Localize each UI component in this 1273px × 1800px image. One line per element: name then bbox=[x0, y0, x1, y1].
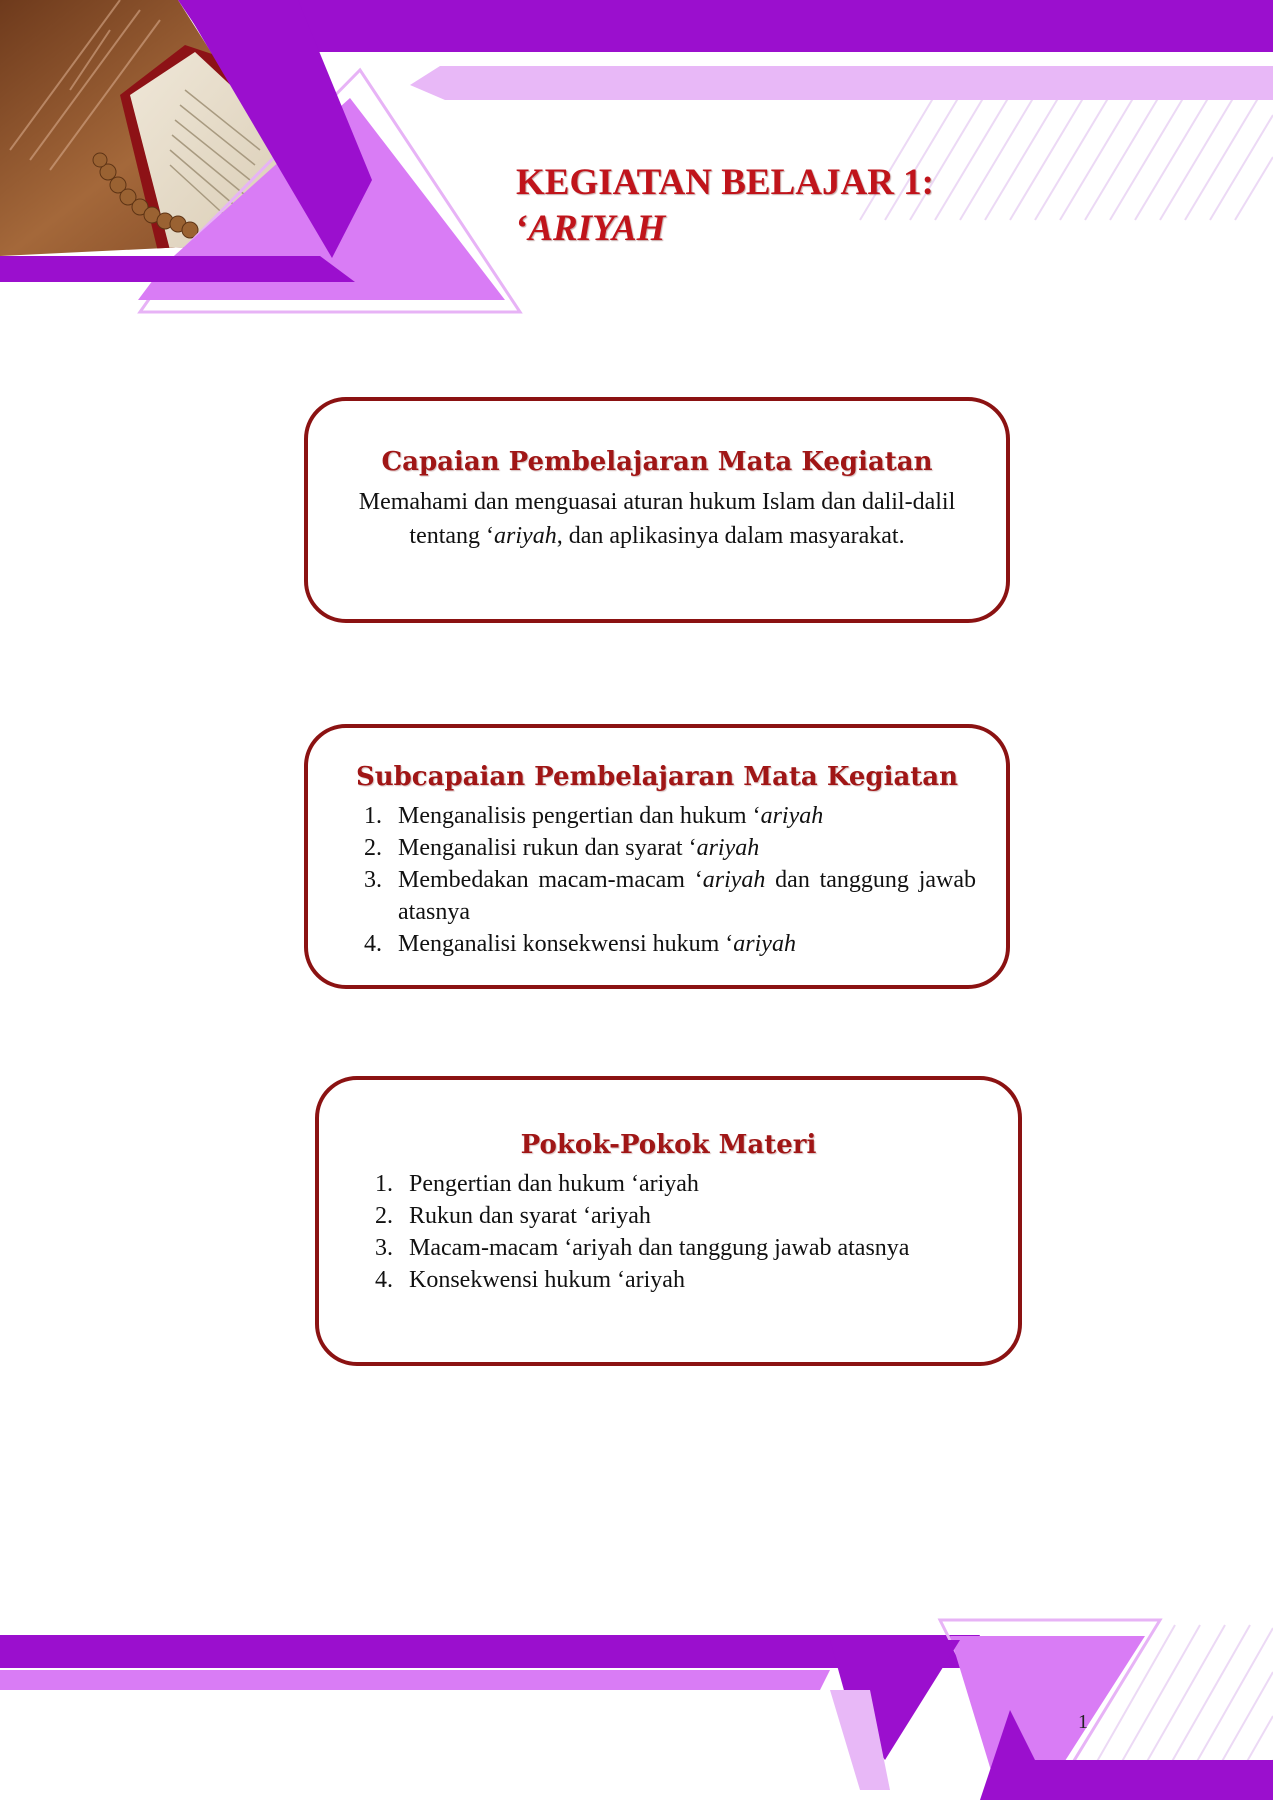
subcapaian-list bbox=[364, 800, 976, 960]
list-item bbox=[375, 1264, 988, 1296]
pokok-heading: Pokok-Pokok Materi bbox=[520, 1130, 817, 1160]
list-text: Menganalisi konsekwensi hukum ‘ bbox=[398, 931, 734, 957]
list-number: 3. bbox=[375, 1235, 393, 1261]
list-number: 1. bbox=[364, 803, 382, 829]
capaian-card bbox=[304, 397, 1010, 623]
page-number: 1 bbox=[1078, 1711, 1088, 1733]
list-number: 3. bbox=[364, 867, 382, 893]
list-text: Menganalisis pengertian dan hukum ‘ bbox=[398, 803, 761, 829]
footer-band-light bbox=[0, 1670, 830, 1690]
list-text: Menganalisi rukun dan syarat ‘ bbox=[398, 835, 697, 861]
list-number: 4. bbox=[375, 1267, 393, 1293]
list-item bbox=[364, 800, 976, 832]
header-band-light bbox=[410, 66, 1273, 100]
subcapaian-heading: Subcapaian Pembelajaran Mata Kegiatan bbox=[355, 762, 959, 792]
list-item bbox=[375, 1232, 988, 1264]
list-italic: ariyah bbox=[760, 803, 824, 829]
title-italic: ARIYAH bbox=[528, 208, 666, 249]
capaian-line-1: Memahami dan menguasai aturan hukum Islam dan dalil-dalil bbox=[358, 489, 956, 515]
list-item bbox=[375, 1200, 988, 1232]
list-item bbox=[364, 928, 976, 960]
list-after: dan tanggung jawab atasnya bbox=[398, 867, 976, 925]
list-item bbox=[364, 832, 976, 864]
title-line-2 bbox=[516, 206, 934, 252]
list-text: Membedakan macam-macam ‘ bbox=[398, 867, 703, 893]
capaian-line-2-before: tentang ‘ bbox=[409, 523, 495, 549]
list-number: 4. bbox=[364, 931, 382, 957]
capaian-line-2-after: , dan aplikasinya dalam masyarakat. bbox=[556, 523, 905, 549]
footer-band-dark bbox=[0, 1635, 980, 1668]
list-item bbox=[375, 1168, 988, 1200]
list-item bbox=[364, 864, 976, 928]
header-bar-left bbox=[0, 256, 355, 282]
list-text: Rukun dan syarat ‘ariyah bbox=[409, 1203, 651, 1229]
list-text: Konsekwensi hukum ‘ariyah bbox=[409, 1267, 685, 1293]
subcapaian-card bbox=[304, 724, 1010, 989]
pokok-materi-card bbox=[315, 1076, 1022, 1366]
list-text: Pengertian dan hukum ‘ariyah bbox=[409, 1171, 699, 1197]
capaian-line-2-italic: ariyah bbox=[494, 523, 557, 549]
pokok-list bbox=[375, 1168, 988, 1296]
list-italic: ariyah bbox=[696, 835, 760, 861]
capaian-heading: Capaian Pembelajaran Mata Kegiatan bbox=[381, 447, 933, 477]
list-number: 2. bbox=[364, 835, 382, 861]
page-title bbox=[516, 160, 934, 252]
list-text: Macam-macam ‘ariyah dan tanggung jawab atasnya bbox=[409, 1235, 910, 1261]
list-number: 1. bbox=[375, 1171, 393, 1197]
title-quote: ‘ bbox=[516, 208, 529, 249]
list-number: 2. bbox=[375, 1203, 393, 1229]
title-line-1: KEGIATAN BELAJAR 1: bbox=[516, 162, 935, 203]
list-italic: ariyah bbox=[733, 931, 796, 957]
capaian-text bbox=[308, 485, 1006, 553]
list-italic: ariyah bbox=[702, 867, 766, 893]
